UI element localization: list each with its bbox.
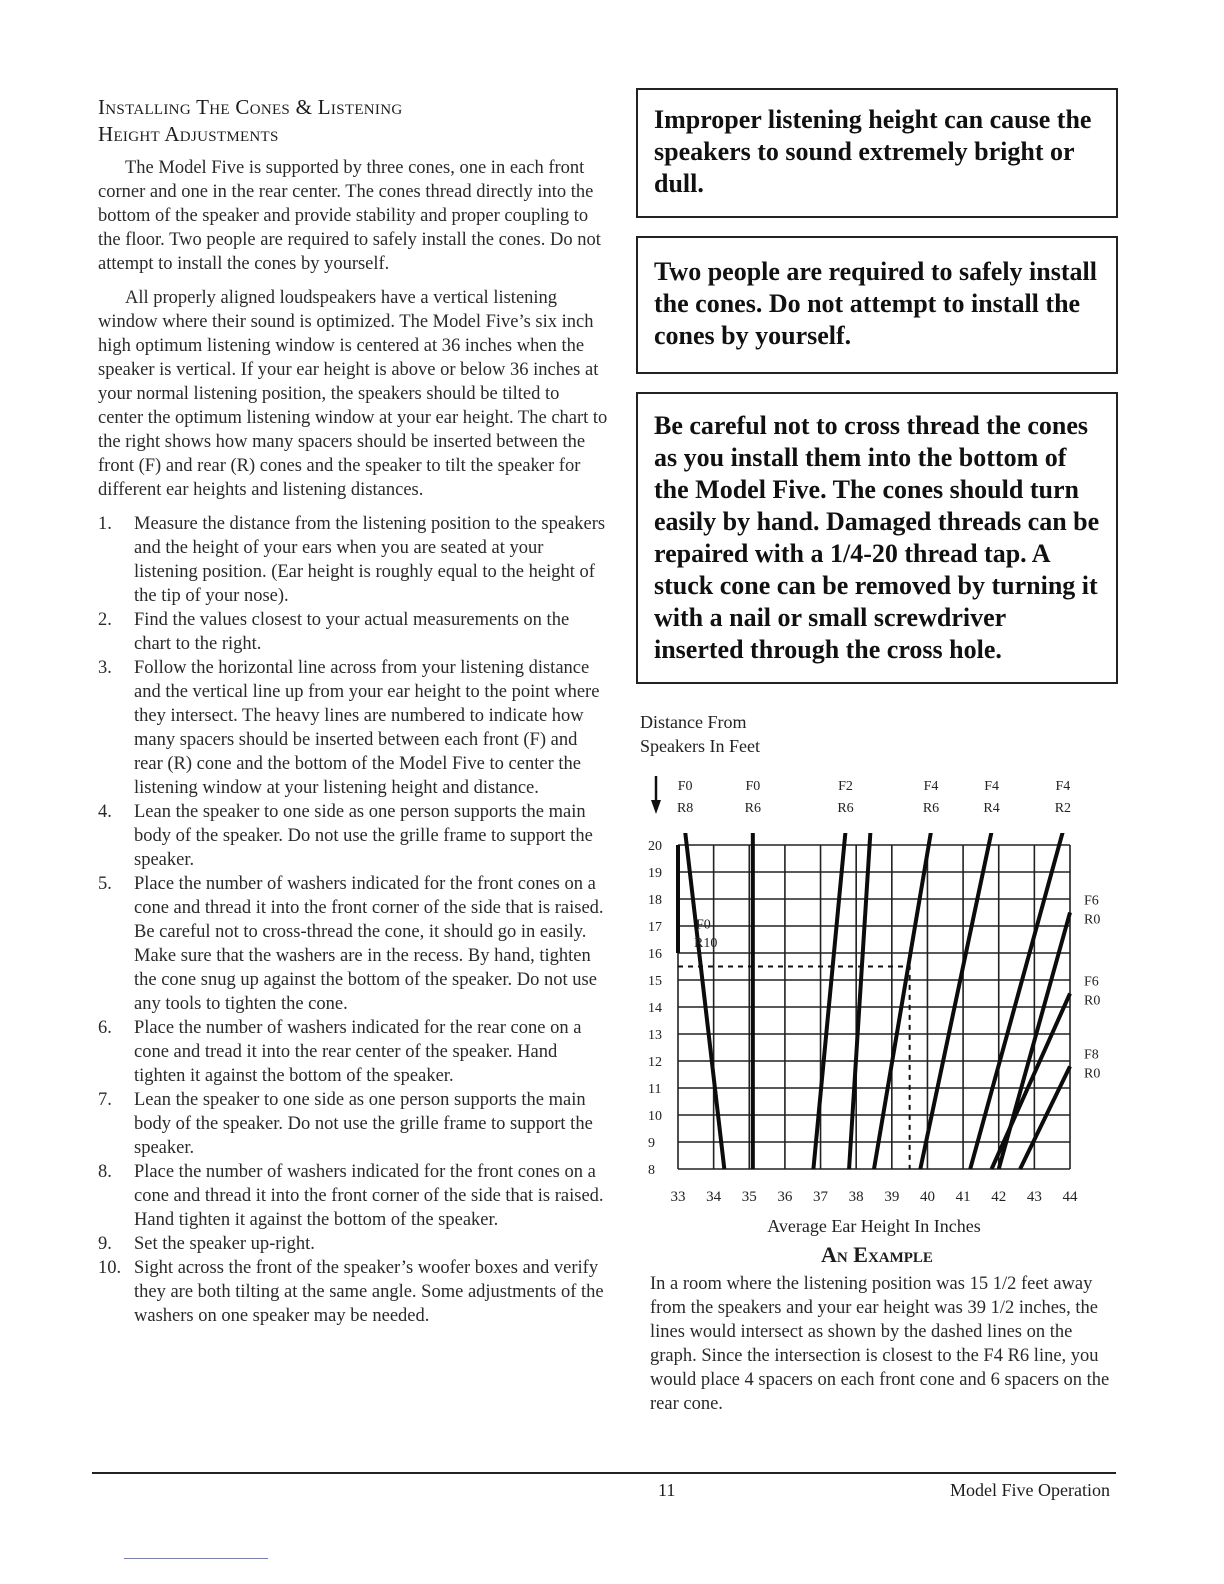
warning-text: Two people are required to safely install the cones. Do not attempt to install the cones by yourself. [654,257,1097,350]
x-tick-label: 37 [813,1189,829,1205]
line-label-front: F6 [1084,893,1099,909]
x-tick-label: 40 [919,1189,935,1205]
step-number: 10. [98,1258,122,1278]
footer-rule [92,1472,1116,1474]
line-label-rear: R0 [1084,993,1101,1009]
step-item [98,608,608,656]
decorative-underline [124,1558,268,1559]
line-label-front: F4 [923,779,939,794]
y-tick-label: 13 [648,1028,662,1043]
warning-box-listening-height [636,88,1118,218]
step-number: 2. [98,610,112,630]
line-label-rear: R10 [694,936,718,952]
y-axis-title: Distance From [640,712,747,732]
step-item [98,512,608,608]
step-number: 6. [98,1018,112,1038]
line-label-rear: R0 [1084,1066,1101,1082]
spacer-line-f2-r6 [813,832,845,1170]
heading-line-2: Height Adjustments [98,122,279,146]
x-tick-label: 43 [1026,1189,1042,1205]
line-label-front: F4 [984,779,999,794]
x-tick-label: 33 [670,1189,686,1205]
step-number: 5. [98,874,112,894]
step-number: 4. [98,802,112,822]
step-text: Find the values closest to your actual measurements on the chart to the right. [134,610,570,654]
step-number: 7. [98,1090,112,1110]
right-column [636,88,1118,1416]
document-title: Model Five Operation [950,1480,1110,1500]
spacer-chart-svg [636,702,1118,1242]
spacer-line-f4-r6 [874,832,931,1170]
line-label-front: F0 [696,917,711,933]
y-tick-label: 18 [648,893,662,908]
x-axis-title: Average Ear Height In Inches [767,1216,981,1236]
line-label-front: F8 [1084,1047,1099,1063]
step-text: Set the speaker up-right. [134,1234,315,1254]
step-text: Sight across the front of the speaker’s woofer boxes and verify they are both tilting at the same angle. Some adjustments of the washers on one speaker may be needed. [134,1258,604,1326]
step-item [98,1232,608,1256]
y-tick-label: 14 [648,1001,662,1016]
step-number: 8. [98,1162,112,1182]
x-tick-label: 35 [741,1189,757,1205]
line-label-rear: R0 [1084,912,1101,928]
spacer-chart [636,702,1118,1242]
y-tick-label: 19 [648,866,662,881]
intro-paragraph: The Model Five is supported by three cones, one in each front corner and one in the rear center. The cones thread directly into the bottom of the speaker and provide stability and proper coupling to the floor. Two people are required to safely install the cones. Do not attempt to install the cones by yourself. [98,158,601,274]
line-label-rear: R8 [676,801,694,816]
line-label-rear: R6 [922,801,940,816]
step-item [98,1016,608,1088]
x-tick-label: 42 [991,1189,1007,1205]
x-tick-label: 44 [1062,1189,1078,1205]
step-item [98,800,608,872]
step-text: Place the number of washers indicated for the front cones on a cone and thread it into the front corner of the side that is raised. Hand tighten it against the bottom of the speaker. [134,1162,604,1230]
x-tick-label: 38 [848,1189,864,1205]
y-tick-label: 16 [648,947,662,962]
step-item [98,1088,608,1160]
heading-line-1: Installing The Cones & Listening [98,95,403,119]
warning-text: Be careful not to cross thread the cones as you install them into the bottom of the Model Five. The cones should turn easily by hand. Damaged threads can be repaired with a 1/4-20 thread tap. A stuck cone can be removed by turning it with a nail or small screwdriver inserted through the cross hole. [654,411,1100,664]
example-title: An Example [821,1242,933,1267]
line-label-front: F2 [838,779,853,794]
step-number: 9. [98,1234,112,1254]
spacer-line-f4-r2 [970,832,1063,1170]
spacer-line-f4-r4 [920,832,991,1170]
x-tick-label: 41 [955,1189,971,1205]
y-axis-title: Speakers In Feet [640,736,760,756]
y-tick-label: 20 [648,839,662,854]
y-tick-label: 12 [648,1055,662,1070]
line-label-front: F6 [1084,974,1099,990]
section-heading [98,94,608,148]
step-item [98,1256,608,1328]
line-label-front: F0 [745,779,761,794]
warning-box-two-people [636,236,1118,374]
line-label-front: F4 [1055,779,1071,794]
x-tick-label: 36 [777,1189,793,1205]
warning-box-cross-thread [636,392,1118,684]
y-tick-label: 8 [648,1163,655,1178]
x-tick-label: 39 [884,1189,900,1205]
step-text: Place the number of washers indicated for the rear cone on a cone and tread it into the rear center of the speaker. Hand tighten it against the bottom of the speaker. [134,1018,582,1086]
step-text: Lean the speaker to one side as one person supports the main body of the speaker. Do not use the grille frame to support the speaker. [134,802,593,870]
listening-window-paragraph: All properly aligned loudspeakers have a vertical listening window where their sound is optimized. The Model Five’s six inch high optimum listening window is centered at 36 inches when the speaker is vertical. If your ear height is above or below 36 inches at your normal listening position, the speakers should be tilted to center the optimum listening window at your ear height. The chart to the right shows how many spacers should be inserted between the front (F) and rear (R) cones and the speaker to tilt the speaker for different ear heights and listening distances. [98,288,608,500]
y-tick-label: 17 [648,920,662,935]
y-tick-label: 11 [648,1082,662,1097]
step-text: Place the number of washers indicated for the front cones on a cone and thread it into the front corner of the side that is raised. Be careful not to cross-thread the cone, it should go in easily. Make sure that the washers are in the recess. By hand, tighten the cone snug up against the bottom of the speaker. Do not use any tools to tighten the cone. [134,874,604,1014]
line-label-rear: R4 [983,801,1000,816]
line-label-rear: R6 [837,801,854,816]
line-label-front: F0 [677,779,693,794]
x-tick-label: 34 [706,1189,722,1205]
instruction-steps [98,512,608,1328]
down-arrow-icon [651,800,661,814]
line-label-rear: R2 [1054,801,1072,816]
spacer-line-f8-r0 [1020,1066,1070,1169]
left-column [98,94,608,1328]
spacer-line-f2-r6 [849,832,870,1170]
step-item [98,1160,608,1232]
y-tick-label: 10 [648,1109,662,1124]
example-text: In a room where the listening position was 15 1/2 feet away from the speakers and your ear height was 39 1/2 inches, the lines would intersect as shown by the dashed lines on the graph. Since the intersection is closest to the F4 R6 line, you would place 4 spacers on each front cone and 6 spacers on the rear cone. [650,1274,1110,1414]
step-text: Measure the distance from the listening position to the speakers and the height of your ears when you are seated at your listening position. (Ear height is roughly equal to the height of the tip of your nose). [134,514,606,606]
line-label-rear: R6 [744,801,762,816]
step-number: 3. [98,658,112,678]
step-text: Follow the horizontal line across from your listening distance and the vertical line up from your ear height to the point where they intersect. The heavy lines are numbered to indicate how many spacers should be inserted between each front (F) and rear (R) cone and the bottom of the Model Five to center the listening window at your listening height and distance. [134,658,600,798]
y-tick-label: 9 [648,1136,655,1151]
step-item [98,656,608,800]
step-item [98,872,608,1016]
y-tick-label: 15 [648,974,662,989]
spacer-line-f0-r8 [685,832,724,1170]
step-number: 1. [98,514,112,534]
page-number: 11 [658,1480,676,1500]
step-text: Lean the speaker to one side as one person supports the main body of the speaker. Do not use the grille frame to support the speaker. [134,1090,593,1158]
warning-text: Improper listening height can cause the speakers to sound extremely bright or dull. [654,105,1092,198]
